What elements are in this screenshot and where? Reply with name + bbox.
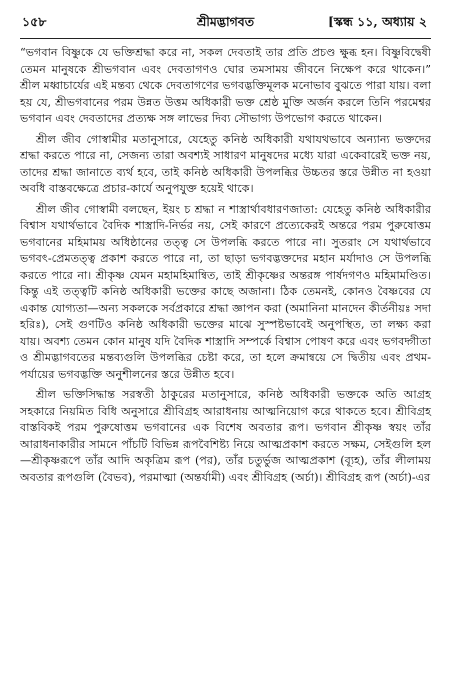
paragraph-3: শ্রীল জীব গোস্বামী বলছেন, ইয়ং চ শ্রদ্ধা ন শাস্ত্রার্থাবধারণজাতা: যেহেতু কনিষ্ঠ অধিকারীর বিশ্বাস যথার্থভাবে বৈদিক শাস্ত্রাদি-নির্ভর নয়, সেই কারণে প্রত্যেকেরই অন্তরে পরম পুরুষোত্তম ভগবানের মহিমাময় অধিষ্ঠানের তত্ত্ব সে উপলব্ধি করতে পারে না। সুতরাং সে যথার্থভাবে ভগবৎ-প্রেমতত্ত্ব প্রকাশ করতে পারে না, তা ছাড়া ভগবদ্ভক্তদের মহান মর্যাদাও সে উপলব্ধি করতে পারে না। শ্রীকৃষ্ণ যেমন মহামহিমান্বিত, তাই শ্রীকৃষ্ণের অন্তরঙ্গ পার্ষদগণও মহিমামণ্ডিত। কিন্তু এই তত্ত্বটি কনিষ্ঠ অধিকারী ভক্তের কাছে অজানা। ঠিক তেমনই, কোনও বৈষ্ণবের যে একান্ত যোগ্যতা—অন্য সকলকে সর্বপ্রকারে শ্রদ্ধা জ্ঞাপন করা (অমানিনা মানদেন কীর্তনীয়ঃ সদা হরিঃ), সেই গুণটিও কনিষ্ঠ অধিকারী ভক্তের মাঝে সুস্পষ্টভাবেই অনুপস্থিত, তা লক্ষ্য করা যায়। অবশ্য তেমন কোন মানুষ যদি বৈদিক শাস্ত্রাদি সম্পর্কে বিশ্বাস পোষণ করে এবং ভগবদ্গীতা ও শ্রীমদ্ভাগবতের মন্তব্যগুলি উপলব্ধির চেষ্টা করে, তা হলে ক্রমান্বয়ে সে দ্বিতীয় এবং প্রথম-পর্যায়ের ভগবদ্ভক্তি অনুশীলনের স্তরে উন্নীত হবে। bbox=[20, 202, 431, 381]
canto-chapter: [স্কন্ধ ১১, অধ্যায় ২ bbox=[327, 14, 427, 29]
paragraph-4: শ্রীল ভক্তিসিদ্ধান্ত সরস্বতী ঠাকুরের মতানুসারে, কনিষ্ঠ অধিকারী ভক্তকে অতি আগ্রহ সহকারে নিয়মিত বিধি অনুসারে শ্রীবিগ্রহ আরাধনায় আত্মনিয়োগ করে থাকতে হবে। শ্রীবিগ্রহ বাস্তবিকই পরম পুরুষোত্তম ভগবানের এক বিশেষ অবতার রূপ। ভগবান শ্রীকৃষ্ণ স্বয়ং তাঁর আরাধনাকারীর সামনে পাঁচটি বিভিন্ন রূপবৈশিষ্ট্য নিয়ে আত্মপ্রকাশ করতে সক্ষম, সেইগুলি হল—শ্রীকৃষ্ণরূপে তাঁর আদি অকৃত্রিম রূপ (পর), তাঁর চতুর্ভুজ আত্মপ্রকাশ (ব্যূহ), তাঁর লীলাময় অবতার রূপগুলি (বৈভব), পরমাত্মা (অন্তর্যামী) এবং শ্রীবিগ্রহ (অর্চা)। শ্রীবিগ্রহ রূপ (অর্চা)-এর bbox=[20, 388, 431, 484]
page-number: ১৫৮ bbox=[22, 14, 47, 29]
page-header bbox=[20, 14, 431, 36]
header-divider bbox=[20, 38, 431, 39]
paragraph-2: শ্রীল জীব গোস্বামীর মতানুসারে, যেহেতু কনিষ্ঠ অধিকারী যথাযথভাবে অন্যান্য ভক্তদের শ্রদ্ধা করতে পারে না, সেজন্য তারা অবশ্যই সাধারণ মানুষদের মধ্যে যারা একেবারেই ভক্ত নয়, তাদের শ্রদ্ধা জানাতে ব্যর্থ হবে, তাই কনিষ্ঠ অধিকারী উপলব্ধির উচ্চতর স্তরে উন্নীত না হওয়া অবধি বাস্তবক্ষেত্রে প্রচার-কার্যে অনুপযুক্ত হয়েই থাকে। bbox=[20, 132, 432, 195]
book-title: শ্রীমদ্ভাগবত bbox=[196, 14, 255, 29]
paragraph-1: “ভগবান বিষ্ণুকে যে ভক্তিশ্রদ্ধা করে না, সকল দেবতাই তার প্রতি প্রচণ্ড ক্ষুব্ধ হন। বিষ্ণুবিদ্বেষী তেমন মানুষকে শ্রীভগবান এবং দেবতাগণও ঘোর তমসাময় জীবনে নিক্ষেপ করে থাকেন।” শ্রীল মধ্বাচার্যের এই মন্তব্য থেকে দেবতাগণের ভগবদ্ভক্তিমূলক মনোভাব বুঝতে পারা যায়। বলা হয় যে, শ্রীভগবানের পরম উন্নত উত্তম অধিকারী ভক্ত শ্রেষ্ঠ মুক্তি অর্জন করলে তিনি পরমেশ্বর ভগবান এবং দেবতাদের প্রত্যক্ষ সঙ্গ লাভের দিব্য সৌভাগ্য উপভোগ করতে থাকেন। bbox=[20, 46, 431, 125]
